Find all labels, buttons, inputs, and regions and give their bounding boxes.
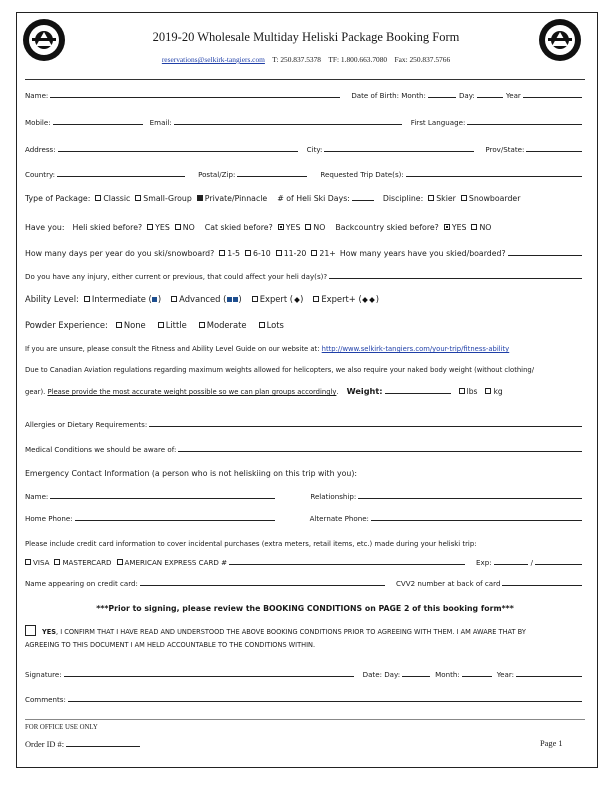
package-private-checkbox[interactable]	[197, 195, 203, 201]
weight-note-line2c: .	[336, 388, 339, 396]
postal-label: Postal/Zip:	[198, 170, 236, 179]
dob-year-field[interactable]	[523, 90, 582, 98]
confirm-checkbox[interactable]	[25, 625, 36, 636]
mobile-field[interactable]	[53, 117, 143, 125]
heli-no-checkbox[interactable]	[175, 224, 181, 230]
days-per-year-row	[25, 248, 585, 258]
weight-lbs-checkbox[interactable]	[459, 388, 465, 394]
card-name-field[interactable]	[140, 578, 385, 586]
package-small-group-label: Small-Group	[143, 194, 192, 203]
powder-little-label: Little	[165, 320, 187, 330]
allergies-field[interactable]	[149, 419, 582, 427]
order-id-label: Order ID #:	[25, 740, 65, 749]
backcountry-no-checkbox[interactable]	[471, 224, 477, 230]
relationship-field[interactable]	[358, 491, 582, 499]
confirm-text-1: , I CONFIRM THAT I HAVE READ AND UNDERSTOOD THE ABOVE BOOKING CONDITIONS PRIOR TO AGREEING WITH THEM. I AM AWARE THAT BY	[56, 628, 526, 636]
cat-no-label: NO	[313, 223, 326, 232]
powder-none-label: None	[123, 320, 146, 330]
heli-yes-label: YES	[155, 223, 170, 232]
weight-kg-checkbox[interactable]	[485, 388, 491, 394]
signature-field[interactable]	[64, 669, 354, 677]
days-6-10-checkbox[interactable]	[245, 250, 251, 256]
guide-link[interactable]: http://www.selkirk-tangiers.com/your-trip/fitness-ability	[321, 345, 510, 353]
trip-dates-field[interactable]	[406, 169, 582, 177]
amex-checkbox[interactable]	[117, 559, 123, 565]
emergency-title-row	[25, 469, 585, 478]
card-number-field[interactable]	[229, 557, 465, 565]
weight-field[interactable]	[385, 386, 451, 394]
discipline-snowboarder-checkbox[interactable]	[461, 195, 467, 201]
prov-field[interactable]	[526, 144, 582, 152]
heli-yes-checkbox[interactable]	[147, 224, 153, 230]
emergency-title: Emergency Contact Information	[25, 469, 150, 478]
relationship-label: Relationship:	[310, 492, 357, 501]
emergency-subtitle: (a person who is not heliskiing on this trip with you):	[149, 469, 358, 478]
emergency-name-field[interactable]	[50, 491, 275, 499]
days-1-5-checkbox[interactable]	[219, 250, 225, 256]
ability-close-paren: )	[300, 294, 304, 304]
injury-field[interactable]	[329, 271, 582, 279]
weight-note-row	[25, 366, 585, 374]
city-field[interactable]	[324, 144, 474, 152]
signature-row	[25, 669, 585, 679]
days-11-20-checkbox[interactable]	[276, 250, 282, 256]
ability-intermediate-checkbox[interactable]	[84, 296, 90, 302]
powder-label: Powder Experience:	[25, 320, 108, 330]
weight-label: Weight:	[346, 386, 383, 396]
exp-month-field[interactable]	[494, 557, 528, 565]
first-language-field[interactable]	[467, 117, 582, 125]
weight-row	[25, 386, 585, 396]
mobile-row	[25, 117, 585, 127]
guide-row	[25, 345, 585, 353]
days-6-10-label: 6-10	[253, 249, 271, 258]
backcountry-no-label: NO	[479, 223, 492, 232]
signature-month-field[interactable]	[462, 669, 492, 677]
heli-no-label: NO	[182, 223, 195, 232]
office-use-label: FOR OFFICE USE ONLY	[25, 724, 98, 731]
postal-field[interactable]	[237, 169, 307, 177]
black-diamond-icon	[294, 297, 300, 303]
confirm-text-2: AGREEING TO THIS DOCUMENT I AM HELD ACCOUNTABLE TO THE CONDITIONS WITHIN.	[25, 641, 316, 649]
discipline-skier-checkbox[interactable]	[428, 195, 434, 201]
credit-intro: Please include credit card information to cover incidental purchases (extra meters, retail items, etc.) made during your heliski trip:	[25, 540, 477, 548]
ability-close-paren: )	[375, 294, 380, 304]
exp-year-field[interactable]	[535, 557, 582, 565]
address-field[interactable]	[58, 144, 298, 152]
backcountry-question: Backcountry skied before?	[335, 223, 439, 232]
discipline-label: Discipline:	[382, 194, 424, 203]
contact-line	[0, 55, 612, 64]
weight-note-line2a: gear).	[25, 388, 46, 396]
signature-day-field[interactable]	[402, 669, 430, 677]
dob-year-label: Year	[505, 91, 521, 100]
discipline-snowboarder-label: Snowboarder	[468, 194, 521, 203]
home-phone-label: Home Phone:	[25, 514, 73, 523]
email-link[interactable]: reservations@selkirk-tangiers.com	[161, 55, 265, 64]
cat-question: Cat skied before?	[204, 223, 273, 232]
address-label: Address:	[25, 145, 56, 154]
cat-yes-checkbox[interactable]	[278, 224, 284, 230]
visa-checkbox[interactable]	[25, 559, 31, 565]
city-label: City:	[306, 145, 323, 154]
cat-yes-label: YES	[285, 223, 301, 232]
alt-phone-field[interactable]	[371, 513, 582, 521]
medical-label: Medical Conditions we should be aware of:	[25, 445, 177, 454]
medical-row	[25, 444, 585, 454]
credit-intro-row	[25, 540, 585, 548]
ability-expert-label: Expert (	[259, 294, 294, 304]
years-field[interactable]	[508, 248, 582, 256]
days-11-20-label: 11-20	[283, 249, 307, 258]
mastercard-checkbox[interactable]	[54, 559, 60, 565]
backcountry-yes-checkbox[interactable]	[444, 224, 450, 230]
signature-label: Signature:	[25, 670, 62, 679]
blue-square-icon	[227, 297, 232, 302]
conditions-note: ***Prior to signing, please review the BOOKING CONDITIONS on PAGE 2 of this booking form***	[96, 604, 514, 613]
ability-row	[25, 294, 585, 304]
injury-question: Do you have any injury, either current or previous, that could affect your heli day(s)?	[25, 272, 328, 281]
ability-expert-plus-checkbox[interactable]	[313, 296, 319, 302]
name-row	[25, 90, 585, 100]
package-classic-label: Classic	[103, 194, 131, 203]
package-row	[25, 193, 585, 203]
signature-date-label: Date: Day:	[362, 670, 401, 679]
weight-note-line2b: Please provide the most accurate weight possible so we can plan groups accordingly	[47, 388, 337, 396]
dob-day-label: Day:	[458, 91, 475, 100]
cat-no-checkbox[interactable]	[305, 224, 311, 230]
blue-square-icon	[233, 297, 238, 302]
experience-row	[25, 223, 585, 232]
backcountry-yes-label: YES	[451, 223, 467, 232]
have-you-label: Have you:	[25, 223, 65, 232]
blue-square-icon	[152, 297, 157, 302]
heli-days-field[interactable]	[352, 193, 374, 201]
footer-divider	[25, 719, 585, 720]
dob-day-field[interactable]	[477, 90, 503, 98]
powder-little-checkbox[interactable]	[158, 322, 164, 328]
package-classic-checkbox[interactable]	[95, 195, 101, 201]
powder-none-checkbox[interactable]	[116, 322, 122, 328]
allergies-label: Allergies or Dietary Requirements:	[25, 420, 148, 429]
card-name-label: Name appearing on credit card:	[25, 579, 138, 588]
signature-year-field[interactable]	[516, 669, 582, 677]
amex-label: AMERICAN EXPRESS CARD #	[124, 558, 228, 567]
cvv-label: CVV2 number at back of card	[395, 579, 501, 588]
cvv-field[interactable]	[502, 578, 582, 586]
black-diamond-icon	[362, 297, 368, 303]
powder-moderate-label: Moderate	[206, 320, 247, 330]
header-divider	[25, 79, 585, 80]
ability-close-paren: )	[238, 294, 242, 304]
exp-separator: /	[530, 558, 534, 567]
days-per-year-question: How many days per year do you ski/snowboard?	[25, 249, 215, 258]
weight-lbs-label: lbs	[466, 387, 478, 396]
ability-close-paren: )	[157, 294, 162, 304]
heli-days-label: # of Heli Ski Days:	[277, 194, 350, 203]
alt-phone-label: Alternate Phone:	[309, 514, 369, 523]
country-row	[25, 169, 585, 179]
confirm-row-2	[25, 641, 585, 649]
exp-label: Exp:	[476, 558, 492, 567]
emergency-phone-row	[25, 513, 585, 523]
powder-moderate-checkbox[interactable]	[199, 322, 205, 328]
black-diamond-icon	[369, 297, 375, 303]
conditions-note-row	[25, 604, 585, 613]
years-question: How many years have you skied/boarded?	[339, 249, 506, 258]
emergency-name-label: Name:	[25, 492, 49, 501]
page-number: Page 1	[540, 739, 563, 748]
comments-field[interactable]	[68, 694, 582, 702]
days-21-plus-label: 21+	[319, 249, 336, 258]
trip-dates-label: Requested Trip Date(s):	[320, 170, 404, 179]
comments-label: Comments:	[25, 695, 66, 704]
name-label: Name:	[25, 91, 49, 100]
dob-month-field[interactable]	[428, 90, 456, 98]
powder-row	[25, 320, 585, 330]
name-field[interactable]	[50, 90, 340, 98]
ability-intermediate-label: Intermediate (	[91, 294, 152, 304]
days-1-5-label: 1-5	[227, 249, 241, 258]
ability-label: Ability Level:	[25, 294, 79, 304]
mastercard-label: MASTERCARD	[62, 558, 112, 567]
heli-question: Heli skied before?	[72, 223, 143, 232]
confirm-yes: YES	[42, 628, 57, 636]
credit-card-row	[25, 557, 585, 567]
ability-expert-plus-label: Expert+ (	[321, 294, 362, 304]
first-language-label: First Language:	[410, 118, 466, 127]
medical-field[interactable]	[178, 444, 582, 452]
mobile-label: Mobile:	[25, 118, 51, 127]
ability-advanced-label: Advanced (	[179, 294, 227, 304]
dob-label: Date of Birth: Month:	[351, 91, 426, 100]
weight-note-line1: Due to Canadian Aviation regulations regarding maximum weights allowed for helicopters, we also require your naked body weight (without clothing/	[25, 366, 534, 374]
ability-advanced-checkbox[interactable]	[171, 296, 177, 302]
powder-lots-label: Lots	[266, 320, 284, 330]
comments-row	[25, 694, 585, 704]
emergency-name-row	[25, 491, 585, 501]
email-field[interactable]	[174, 117, 402, 125]
country-field[interactable]	[57, 169, 185, 177]
package-private-label: Private/Pinnacle	[204, 194, 268, 203]
signature-year-label: Year:	[496, 670, 515, 679]
order-id-field[interactable]	[66, 739, 140, 747]
address-row	[25, 144, 585, 154]
email-label: Email:	[149, 118, 172, 127]
form-title: 2019-20 Wholesale Multiday Heliski Package Booking Form	[152, 30, 460, 44]
package-label: Type of Package:	[25, 194, 91, 203]
confirm-row	[25, 625, 585, 636]
country-label: Country:	[25, 170, 56, 179]
prov-label: Prov/State:	[485, 145, 525, 154]
signature-month-label: Month:	[435, 670, 460, 679]
ability-expert-checkbox[interactable]	[252, 296, 258, 302]
order-id-row	[25, 739, 143, 749]
visa-label: VISA	[33, 558, 50, 567]
package-small-group-checkbox[interactable]	[135, 195, 141, 201]
powder-lots-checkbox[interactable]	[259, 322, 265, 328]
injury-row	[25, 271, 585, 281]
weight-kg-label: kg	[493, 387, 503, 396]
discipline-skier-label: Skier	[436, 194, 456, 203]
tollfree-number: TF: 1.800.663.7080	[328, 55, 388, 64]
card-name-row	[25, 578, 585, 588]
home-phone-field[interactable]	[75, 513, 275, 521]
phone-number: T: 250.837.5378	[272, 55, 321, 64]
days-21-plus-checkbox[interactable]	[311, 250, 317, 256]
fax-number: Fax: 250.837.5766	[394, 55, 451, 64]
allergies-row	[25, 419, 585, 429]
guide-text: If you are unsure, please consult the Fitness and Ability Level Guide on our website at:	[25, 345, 320, 353]
